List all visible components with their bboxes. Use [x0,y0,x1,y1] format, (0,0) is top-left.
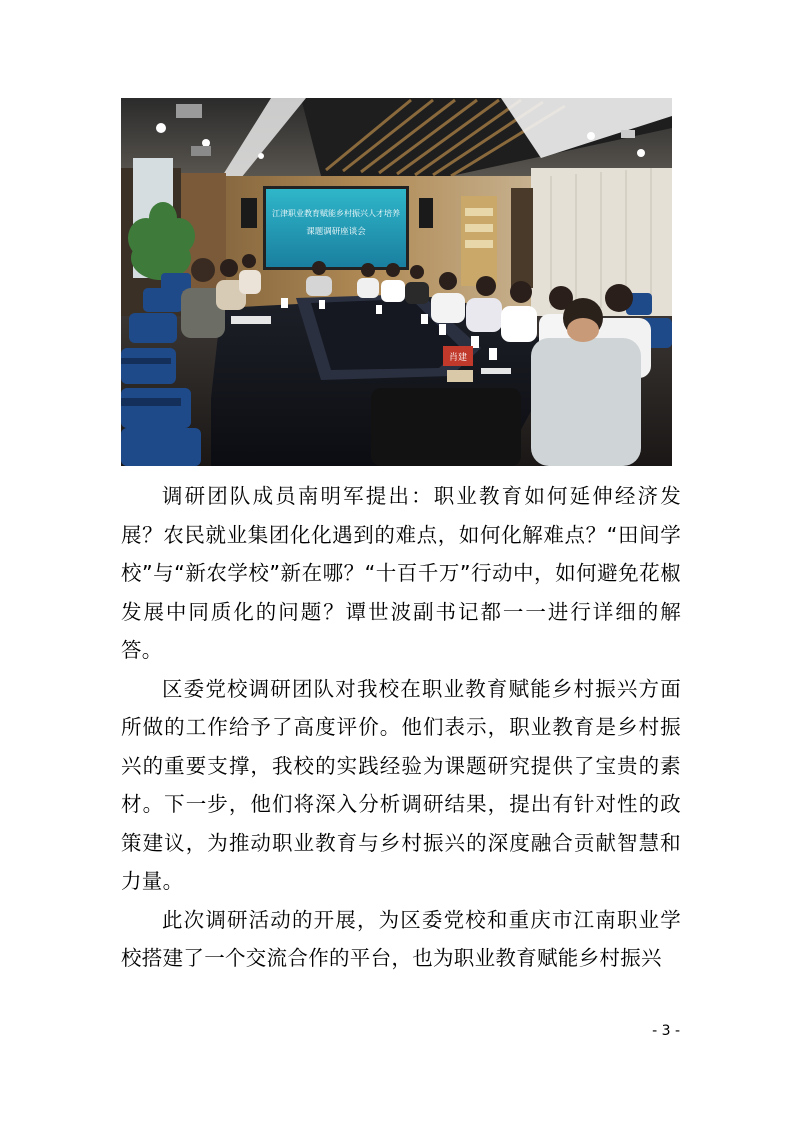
article-body [121,477,681,978]
meeting-photo-drawing [121,98,672,466]
nameplate-text: 肖建 [448,353,468,363]
paragraph-2: 区委党校调研团队对我校在职业教育赋能乡村振兴方面所做的工作给予了高度评价。他们表示，职业教育是乡村振兴的重要支撑，我校的实践经验为课题研究提供了宝贵的素材。下一步，他们将深入分析调研结果，提出有针对性的政策建议，为推动职业教育与乡村振兴的深度融合贡献智慧和力量。 [121,676,681,893]
page-number: - 3 - [652,1023,680,1039]
screen-title-line-1: 江津职业教育赋能乡村振兴人才培养 [272,209,400,218]
paragraph-3: 此次调研活动的开展，为区委党校和重庆市江南职业学校搭建了一个交流合作的平台，也为职业教育赋能乡村振兴 [121,907,681,970]
meeting-photo [121,98,672,466]
screen-title-line-2: 课题调研座谈会 [306,227,366,237]
paragraph-1: 调研团队成员南明军提出：职业教育如何延伸经济发展？农民就业集团化化遇到的难点，如何化解难点？“田间学校”与“新农学校”新在哪？“十百千万”行动中，如何避免花椒发展中同质化的问题？谭世波副书记都一一进行详细的解答。 [121,484,681,662]
